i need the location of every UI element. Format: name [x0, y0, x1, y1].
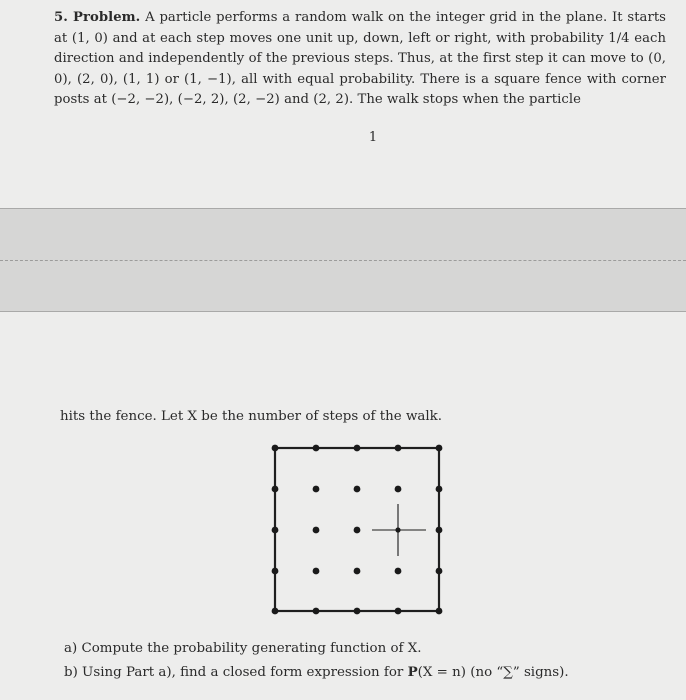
- probability-symbol: P: [407, 664, 418, 680]
- fence-post: [272, 527, 279, 534]
- problem-statement: [54, 8, 666, 111]
- fence-post: [272, 608, 279, 615]
- fence-post: [436, 486, 443, 493]
- fence-post: [395, 445, 402, 452]
- question-b: [64, 662, 569, 683]
- problem-line-4: move to (0, 0), (2, 0), (1, 1) or (1, −1), all with equal probability. There is a square fence: [54, 51, 667, 87]
- problem-line-2: starts at (1, 0) and at each step moves one unit up, down, left or right, with probability: [54, 10, 666, 46]
- grid-dot: [354, 568, 361, 575]
- fence-post: [436, 445, 443, 452]
- grid-dot: [354, 527, 361, 534]
- start-point: [395, 527, 400, 532]
- question-a: a) Compute the probability generating function of X.: [64, 641, 422, 656]
- question-b-prefix: b) Using Part a), find a closed form expression for: [64, 665, 404, 680]
- problem-line-5: with corner posts at (−2, −2), (−2, 2), (2, −2) and (2, 2). The walk stops when the particle: [54, 71, 666, 108]
- fence-post: [272, 486, 279, 493]
- problem-line-3: 1/4 each direction and independently of the previous steps. Thus, at the first step it can: [54, 30, 666, 67]
- fence-post: [272, 568, 279, 575]
- fence-post: [272, 445, 279, 452]
- fence-post: [436, 608, 443, 615]
- question-b-expression: (X = n) (no “∑” signs).: [417, 665, 569, 680]
- fence-grid-figure: [262, 438, 452, 622]
- problem-line-1: A particle performs a random walk on the integer grid in the plane. It: [145, 10, 623, 25]
- grid-dot: [395, 568, 402, 575]
- fence-post: [354, 608, 361, 615]
- problem-label: 5. Problem.: [54, 10, 141, 25]
- grid-dot: [313, 527, 320, 534]
- grid-dot: [313, 568, 320, 575]
- fence-post: [313, 608, 320, 615]
- fence-post: [436, 527, 443, 534]
- fence-post: [313, 445, 320, 452]
- page-number: 1: [368, 130, 378, 145]
- page-break-dashed-line: [0, 260, 686, 261]
- grid-dot: [313, 486, 320, 493]
- upper-page: [0, 0, 686, 208]
- fence-post: [354, 445, 361, 452]
- fence-post: [395, 608, 402, 615]
- fence-post: [436, 568, 443, 575]
- grid-dot: [354, 486, 361, 493]
- page-break-gap: [0, 208, 686, 312]
- grid-dot: [395, 486, 402, 493]
- continuation-text: hits the fence. Let X be the number of steps of the walk.: [60, 409, 443, 424]
